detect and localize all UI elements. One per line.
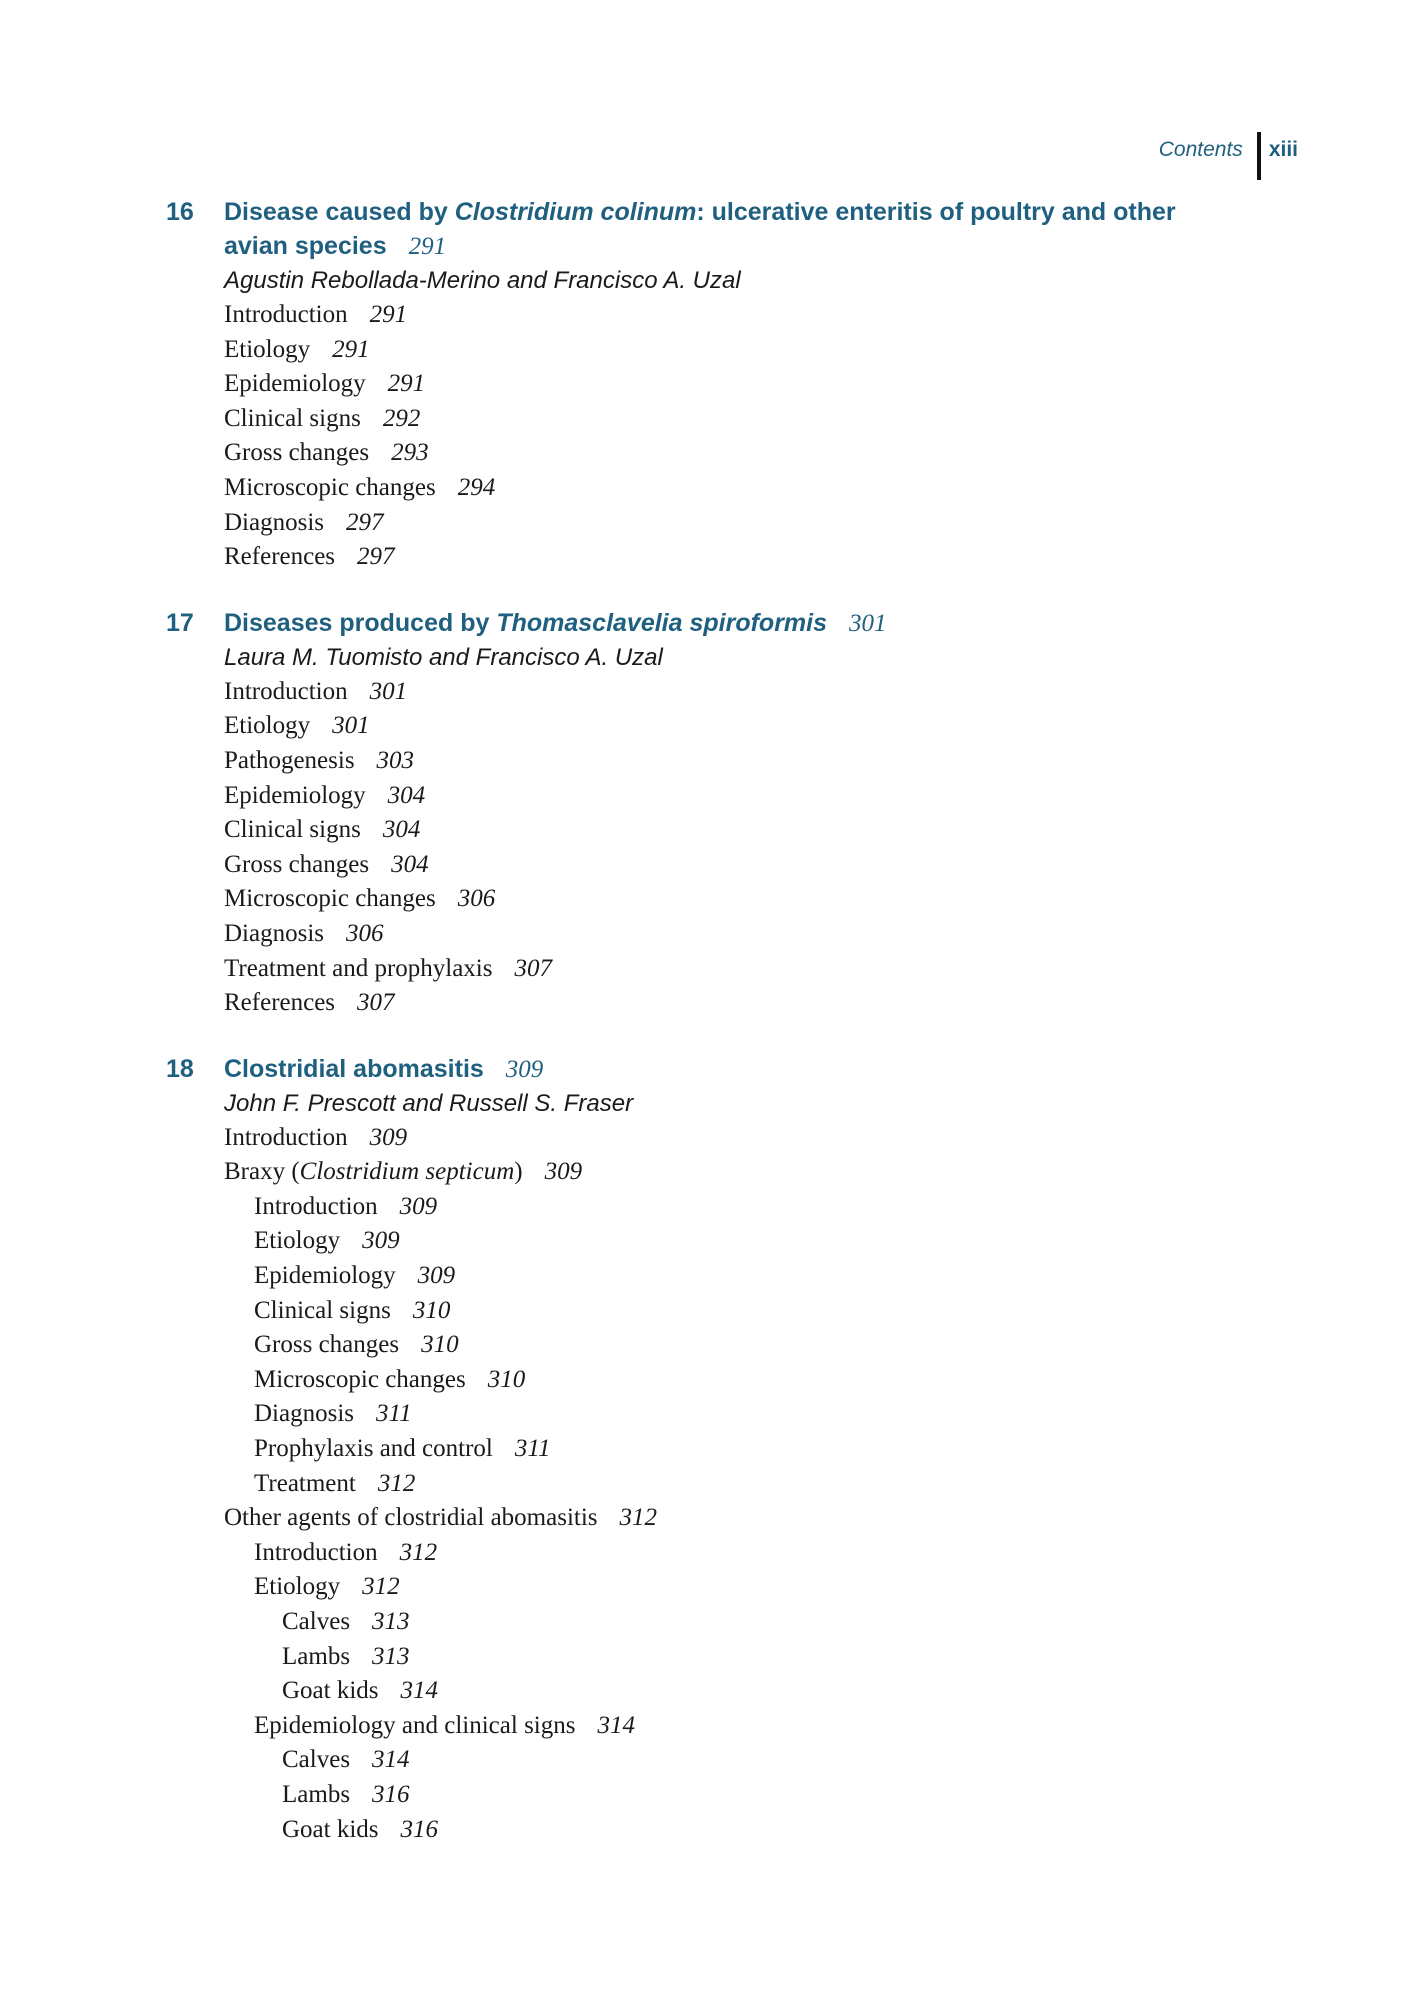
- entry-label-species: Clostridium septicum: [299, 1158, 515, 1186]
- entry-label: Etiology: [224, 712, 311, 740]
- toc-entry[interactable]: [224, 848, 1402, 883]
- chapter-title[interactable]: [224, 606, 1204, 641]
- chapter-page-number: 291: [408, 233, 447, 260]
- toc-subentry[interactable]: [254, 1363, 1402, 1398]
- toc-entry[interactable]: [224, 675, 1402, 710]
- entry-page-number: 309: [399, 1192, 438, 1220]
- entry-page-number: 303: [376, 746, 415, 774]
- entry-page-number: 309: [362, 1227, 400, 1255]
- entry-page-number: 304: [387, 781, 426, 809]
- table-of-contents: [0, 195, 1402, 1878]
- chapter-title-species: Clostridium colinum: [454, 198, 697, 226]
- entry-label: Other agents of clostridial abomasitis: [224, 1504, 598, 1532]
- entry-page-number: 312: [362, 1573, 400, 1601]
- entry-page-number: 309: [369, 1123, 408, 1151]
- entry-page-number: 291: [387, 370, 426, 398]
- chapter-17: [0, 606, 1402, 1021]
- entry-label: References: [224, 989, 336, 1017]
- entry-label: Etiology: [254, 1227, 341, 1255]
- entry-label: Diagnosis: [224, 508, 324, 536]
- entry-label: Microscopic changes: [224, 885, 436, 913]
- entry-label: Pathogenesis: [224, 746, 355, 774]
- entry-label: Microscopic changes: [254, 1365, 466, 1393]
- entry-label: Clinical signs: [224, 404, 361, 432]
- entry-label: Gross changes: [224, 850, 370, 878]
- toc-entry[interactable]: [224, 744, 1402, 779]
- toc-subentry[interactable]: [254, 1536, 1402, 1571]
- toc-subsubentry[interactable]: [282, 1813, 1402, 1848]
- entry-label: Epidemiology: [224, 370, 366, 398]
- chapter-number: 17: [166, 608, 194, 637]
- entry-label: Braxy (: [224, 1158, 300, 1186]
- toc-entry[interactable]: [224, 506, 1402, 541]
- entry-page-number: 310: [421, 1331, 459, 1359]
- entry-page-number: 306: [457, 885, 496, 913]
- entry-label: Lambs: [282, 1780, 351, 1808]
- toc-entry[interactable]: [224, 471, 1402, 506]
- entry-label: Introduction: [224, 677, 348, 705]
- chapter-page-number: 301: [849, 609, 887, 637]
- entry-label: References: [224, 543, 336, 571]
- toc-entry[interactable]: [224, 402, 1402, 437]
- toc-subentry[interactable]: [254, 1432, 1402, 1467]
- toc-subentry[interactable]: [254, 1570, 1402, 1605]
- entry-label: Diagnosis: [254, 1400, 354, 1428]
- entry-page-number: 309: [417, 1262, 456, 1290]
- entry-label: Gross changes: [224, 439, 370, 467]
- entry-page-number: 304: [382, 816, 421, 844]
- entry-page-number: 312: [399, 1538, 438, 1566]
- entry-page-number: 307: [514, 954, 552, 982]
- section-list: [0, 298, 1402, 575]
- chapter-authors: Agustin Rebollada-Merino and Francisco A. Uzal: [224, 267, 741, 294]
- entry-page-number: 307: [357, 989, 395, 1017]
- entry-label: Epidemiology and clinical signs: [254, 1711, 576, 1739]
- entry-page-number: 306: [346, 919, 384, 947]
- toc-subentry[interactable]: [254, 1294, 1402, 1329]
- entry-page-number: 312: [377, 1469, 416, 1497]
- entry-label: Introduction: [254, 1538, 378, 1566]
- toc-entry[interactable]: [224, 333, 1402, 368]
- toc-entry[interactable]: [224, 1121, 1402, 1156]
- toc-subentry[interactable]: [254, 1709, 1402, 1744]
- entry-page-number: 293: [391, 439, 429, 467]
- entry-page-number: 311: [376, 1400, 412, 1428]
- chapter-page-number: 309: [505, 1055, 544, 1083]
- toc-entry[interactable]: [224, 1501, 1402, 1536]
- entry-label: Clinical signs: [224, 816, 361, 844]
- entry-label: Diagnosis: [224, 919, 324, 947]
- toc-subsubentry[interactable]: [282, 1640, 1402, 1675]
- entry-label: Introduction: [224, 1123, 348, 1151]
- chapter-16: [0, 195, 1402, 575]
- toc-subsubentry[interactable]: [282, 1605, 1402, 1640]
- entry-label: Introduction: [254, 1192, 378, 1220]
- entry-label: Clinical signs: [254, 1296, 391, 1324]
- toc-subentry[interactable]: [254, 1259, 1402, 1294]
- chapter-title-text: Clostridial abomasitis: [224, 1054, 484, 1083]
- toc-subentry[interactable]: [254, 1224, 1402, 1259]
- toc-subsubentry[interactable]: [282, 1674, 1402, 1709]
- entry-label: Microscopic changes: [224, 473, 436, 501]
- entry-label-suffix: ): [514, 1158, 523, 1186]
- toc-subentry[interactable]: [254, 1190, 1402, 1225]
- entry-page-number: 294: [457, 473, 496, 501]
- entry-label: Etiology: [254, 1573, 341, 1601]
- chapter-title-suffix: : ulcerative enteritis of poultry and other avian species: [224, 198, 1176, 260]
- entry-page-number: 291: [369, 301, 408, 328]
- entry-page-number: 310: [412, 1296, 451, 1324]
- page-number: xiii: [1268, 138, 1298, 161]
- entry-page-number: 301: [332, 712, 370, 740]
- entry-page-number: 297: [357, 543, 395, 571]
- entry-page-number: 304: [391, 850, 429, 878]
- entry-page-number: 316: [400, 1815, 439, 1843]
- chapter-title[interactable]: [224, 1052, 1204, 1087]
- entry-page-number: 313: [372, 1608, 410, 1635]
- entry-page-number: 313: [372, 1642, 410, 1670]
- entry-page-number: 316: [372, 1780, 410, 1808]
- toc-entry[interactable]: [224, 540, 1402, 575]
- toc-entry[interactable]: [224, 986, 1402, 1021]
- entry-page-number: 297: [346, 508, 384, 536]
- toc-entry[interactable]: [224, 298, 1402, 333]
- entry-label: Epidemiology: [224, 781, 366, 809]
- section-list: [0, 1121, 1402, 1847]
- entry-label: Calves: [282, 1746, 351, 1774]
- entry-label: Calves: [282, 1608, 351, 1635]
- entry-label: Goat kids: [282, 1815, 379, 1843]
- toc-entry[interactable]: [224, 952, 1402, 987]
- entry-page-number: 314: [597, 1711, 635, 1739]
- chapter-number: 16: [166, 198, 194, 226]
- entry-page-number: 292: [382, 404, 421, 432]
- entry-page-number: 314: [372, 1746, 410, 1774]
- toc-entry[interactable]: [224, 709, 1402, 744]
- toc-subentry[interactable]: [254, 1397, 1402, 1432]
- chapter-title-text: Disease caused by: [224, 198, 455, 226]
- entry-label: Etiology: [224, 335, 311, 363]
- running-header: [1159, 132, 1298, 180]
- entry-label: Prophylaxis and control: [254, 1435, 493, 1463]
- toc-entry[interactable]: [224, 779, 1402, 814]
- chapter-18: [0, 1052, 1402, 1847]
- toc-entry[interactable]: [224, 367, 1402, 402]
- toc-subentry[interactable]: [254, 1467, 1402, 1502]
- chapter-title-text: Diseases produced by: [224, 608, 497, 637]
- entry-page-number: 314: [400, 1677, 439, 1705]
- chapter-title-species: Thomasclavelia spiroformis: [496, 608, 828, 637]
- toc-entry[interactable]: [224, 436, 1402, 471]
- entry-label: Gross changes: [254, 1331, 400, 1359]
- chapter-number: 18: [166, 1054, 194, 1083]
- running-header-label: Contents: [1158, 138, 1243, 161]
- entry-label: Epidemiology: [254, 1262, 396, 1290]
- chapter-title[interactable]: [224, 195, 1204, 264]
- entry-label: Introduction: [224, 301, 348, 328]
- entry-page-number: 310: [487, 1365, 526, 1393]
- toc-subsubentry[interactable]: [282, 1743, 1402, 1778]
- toc-subentry[interactable]: [254, 1328, 1402, 1363]
- toc-entry[interactable]: [224, 917, 1402, 952]
- chapter-authors: Laura M. Tuomisto and Francisco A. Uzal: [224, 643, 663, 671]
- entry-label: Treatment and prophylaxis: [224, 954, 493, 982]
- toc-entry[interactable]: [224, 882, 1402, 917]
- entry-page-number: 301: [369, 677, 408, 705]
- toc-subsubentry[interactable]: [282, 1778, 1402, 1813]
- entry-label: Treatment: [254, 1469, 356, 1497]
- toc-entry[interactable]: [224, 813, 1402, 848]
- entry-page-number: 291: [332, 335, 370, 363]
- chapter-authors: John F. Prescott and Russell S. Fraser: [224, 1089, 634, 1117]
- entry-label: Goat kids: [282, 1677, 379, 1705]
- section-list: [0, 675, 1402, 1021]
- entry-page-number: 312: [619, 1504, 658, 1532]
- toc-entry[interactable]: [224, 1155, 1402, 1190]
- entry-label: Lambs: [282, 1642, 351, 1670]
- entry-page-number: 311: [514, 1435, 551, 1463]
- entry-page-number: 309: [544, 1158, 583, 1186]
